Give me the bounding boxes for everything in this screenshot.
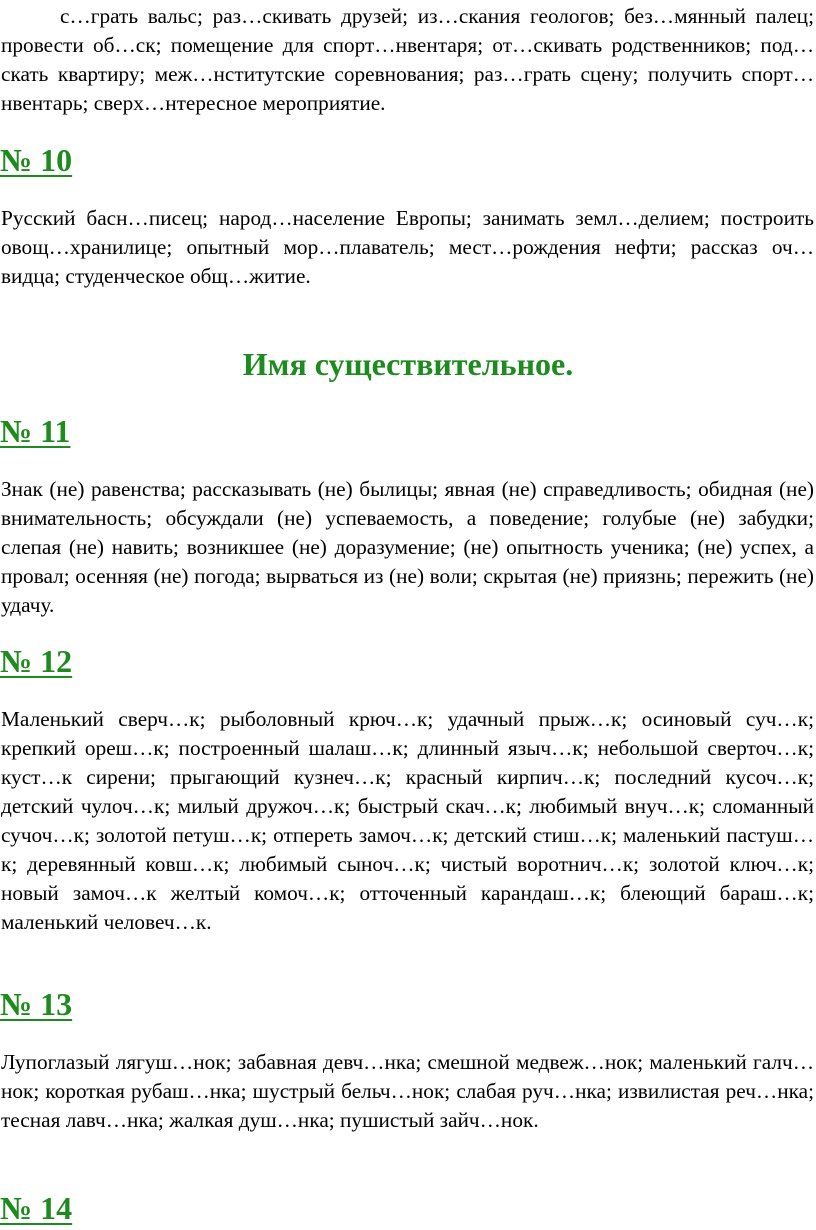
exercise-11-text: Знак (не) равенства; рассказывать (не) былицы; явная (не) справедливость; обидная (не) внимательность; обсуждали (не) успеваемость, а поведение; голубые (не) забудки; слепая (не) навить; возникшее (не) доразумение; (не) опытность ученика; (не) успех, а провал; осенняя (не) погода; вырваться из (не) воли; скрытая (не) приязнь; пережить (не) удачу. <box>1 477 814 617</box>
exercise-number-12: № 12 <box>0 643 73 679</box>
chapter-title: Имя существительное. <box>242 346 574 382</box>
exercise-number-14: № 14 <box>0 1190 73 1226</box>
exercise-number-13: № 13 <box>0 986 73 1022</box>
exercise-10-text: Русский басн…писец; народ…население Европы; занимать земл…делием; построить овощ…хранилице; опытный мор…плаватель; мест…рождения нефти; рассказ оч…видца; студенческое общ…житие. <box>1 206 814 288</box>
exercise-13-text: Лупоглазый лягуш…нок; забавная девч…нка; смешной медвеж…нок; маленький галч…нок; короткая рубаш…нка; шустрый бельч…нок; слабая руч…нка; извилистая реч…нка; тесная лавч…нка; жалкая душ…нка; пушистый зайч…нок. <box>1 1050 814 1132</box>
exercise-12-text: Маленький сверч…к; рыболовный крюч…к; удачный прыж…к; осиновый суч…к; крепкий ореш…к; построенный шалаш…к; длинный языч…к; небольшой сверточ…к; куст…к сирени; прыгающий кузнеч…к; красный кирпич…к; последний кусоч…к; детский чулоч…к; милый дружоч…к; быстрый скач…к; любимый внуч…к; сломанный сучоч…к; золотой петуш…к; отпереть замоч…к; детский стиш…к; маленький пастуш…к; деревянный ковш…к; любимый сыноч…к; чистый воротнич…к; золотой ключ…к; новый замоч…к желтый комоч…к; отточенный карандаш…к; блеющий бараш…к; маленький человеч…к. <box>1 707 814 934</box>
exercise-number-11: № 11 <box>0 413 71 449</box>
exercise-number-10: № 10 <box>0 142 73 178</box>
exercise-9-text: с…грать вальс; раз…скивать друзей; из…скания геологов; без…мянный палец; провести об…ск; помещение для спорт…нвентаря; от…скивать родственников; под…скать квартиру; меж…нститутские соревнования; раз…грать сцену; получить спорт…нвентарь; сверх…нтересное мероприятие. <box>1 4 814 115</box>
